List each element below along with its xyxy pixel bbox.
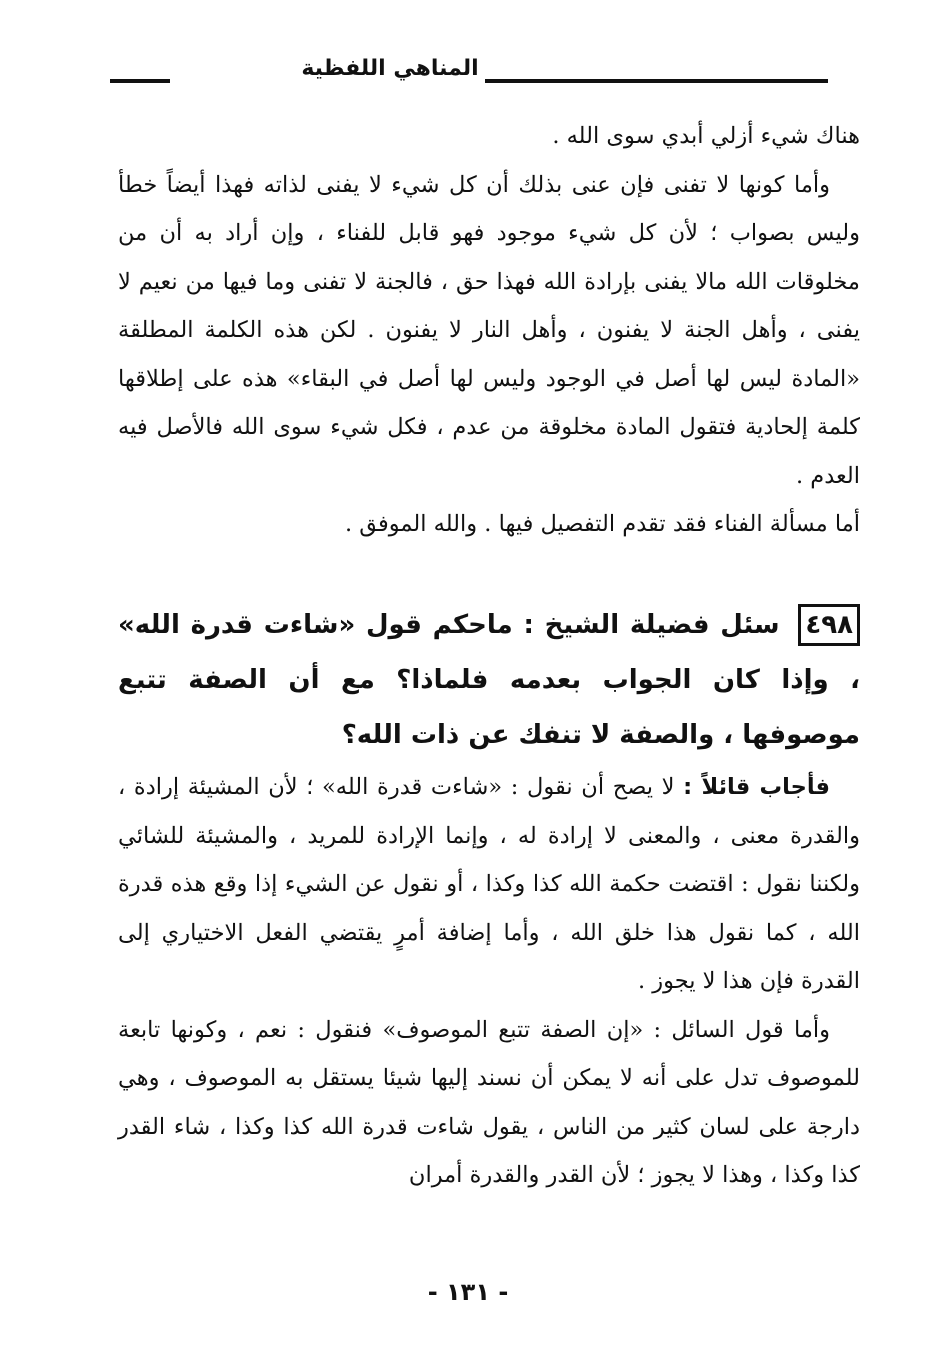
paragraph <box>118 763 860 1006</box>
page-number: - ١٣١ - <box>427 1278 509 1306</box>
paragraph: هناك شيء أزلي أبدي سوى الله . <box>552 123 860 149</box>
header-rule-left <box>110 79 170 83</box>
answer-lead: فأجاب قائلاً : <box>683 774 830 800</box>
top-text-block <box>118 112 860 549</box>
answer-block <box>118 763 860 1200</box>
paragraph: أما مسألة الفناء فقد تقدم التفصيل فيها . والله الموفق . <box>344 511 860 537</box>
header-rule-right <box>485 79 828 83</box>
paragraph: وأما كونها لا تفنى فإن عنى بذلك أن كل شيء لا يفنى لذاته فهذا أيضاً خطأ وليس بصواب ؛ لأن كل شيء موجود فهو قابل للفناء ، وإن أراد به أن من مخلوقات الله مالا يفنى بإرادة الله فهذا حق ، فالجنة لا تفنى وما فيها من نعيم لا يفنى ، وأهل الجنة لا يفنون ، وأهل النار لا يفنون . لكن هذه الكلمة المطلقة «المادة ليس لها أصل في الوجود وليس لها أصل في البقاء» هذه على إطلاقها كلمة إلحادية فتقول المادة مخلوقة من عدم ، فكل شيء سوى الله فالأصل فيه العدم . <box>118 171 860 489</box>
answer-text: لا يصح أن نقول : «شاءت قدرة الله» ؛ لأن المشيئة إرادة ، والقدرة معنى ، والمعنى لا إرادة له ، وإنما الإرادة للمريد ، والمشيئة للشائي ولكننا نقول : اقتضت حكمة الله كذا وكذا ، أو نقول عن الشيء إذا وقع هذه قدرة الله ، كما نقول هذا خلق الله ، وأما إضافة أمرٍ يقتضي الفعل الاختياري إلى القدرة فإن هذا لا يجوز . <box>118 774 860 994</box>
paragraph: وأما قول السائل : «إن الصفة تتبع الموصوف» فنقول : نعم ، وكونها تابعة للموصوف تدل على أنه لا يمكن أن نسند إليها شيئا يستقل به الموصوف ، وهي دارجة على لسان كثير من الناس ، يقول شاءت قدرة الله كذا وكذا ، شاء القدر كذا وكذا ، وهذا لا يجوز ؛ لأن القدر والقدرة أمران <box>118 1016 860 1188</box>
running-header <box>110 56 858 96</box>
header-title: المناهي اللفظية <box>301 56 479 81</box>
question-block <box>118 598 860 763</box>
question-number: ٤٩٨ <box>798 604 860 646</box>
question-text: سئل فضيلة الشيخ : ماحكم قول «شاءت قدرة الله» ، وإذا كان الجواب بعدمه فلماذا؟ مع أن الصفة تتبع موصوفها ، والصفة لا تنفك عن ذات الله؟ <box>118 610 860 750</box>
